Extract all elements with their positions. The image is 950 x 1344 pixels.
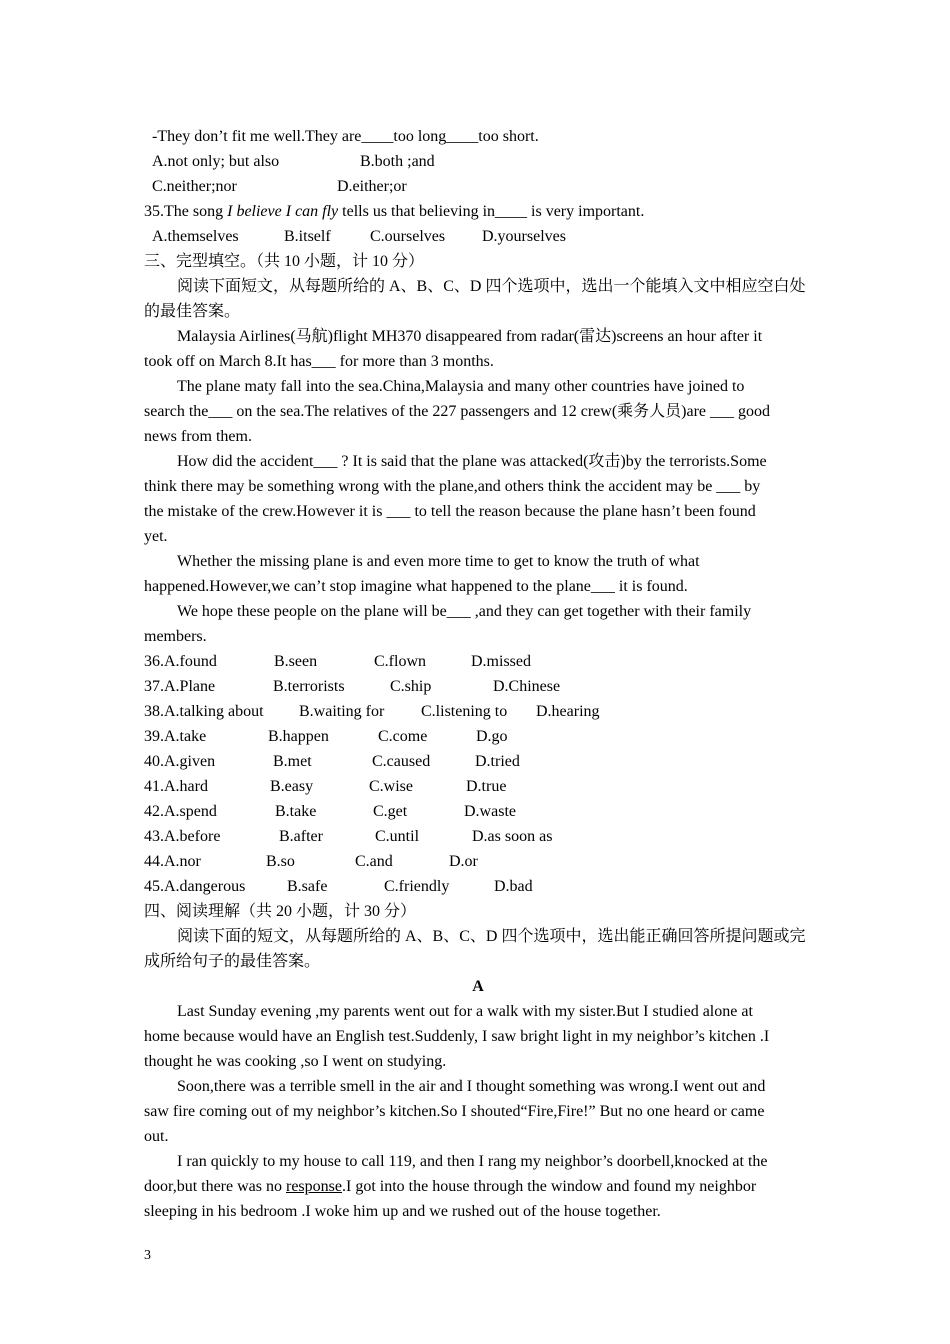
question-option: D.Chinese [493, 678, 561, 695]
option: C.ourselves [370, 228, 446, 245]
section-heading: 三、完型填空。（共 10 小题，计 10 分） [144, 253, 425, 270]
question-text: tells us that believing in____ is very important. [338, 203, 645, 220]
question-option: D.true [466, 778, 507, 795]
question-option: C.ship [390, 678, 432, 695]
passage-line: the mistake of the crew.However it is ___ to tell the reason because the plane hasn’t been found [144, 503, 756, 520]
passage-line: news from them. [144, 428, 252, 445]
passage-line: saw fire coming out of my neighbor’s kitchen.So I shouted“Fire,Fire!” But no one heard or came [144, 1103, 765, 1120]
question-option: B.seen [274, 653, 318, 670]
question-row [144, 799, 812, 824]
option: D.yourselves [482, 228, 566, 245]
option: B.both ;and [360, 153, 435, 170]
question-row [144, 724, 812, 749]
passage-line: thought he was cooking ,so I went on studying. [144, 1053, 447, 1070]
question-option: C.until [375, 828, 420, 845]
passage-line: Last Sunday evening ,my parents went out for a walk with my sister.But I studied alone at [177, 1003, 753, 1020]
question-option: C.caused [372, 753, 431, 770]
question-row [144, 774, 812, 799]
dialogue-line: -They don’t fit me well.They are____too long____too short. [152, 128, 539, 145]
question-option: C.flown [374, 653, 426, 670]
question-row [144, 649, 812, 674]
question-option-a: 43.A.before [144, 828, 221, 845]
question-option: B.easy [270, 778, 314, 795]
song-title: I believe I can fly [227, 203, 339, 220]
question-row [144, 849, 812, 874]
question-option-a: 36.A.found [144, 653, 217, 670]
passage-line: home because would have an English test.Suddenly, I saw bright light in my neighbor’s kitchen .I [144, 1028, 770, 1045]
passage-line [144, 1174, 812, 1199]
question-option-a: 41.A.hard [144, 778, 208, 795]
question-option: B.met [273, 753, 312, 770]
passage-line: out. [144, 1128, 169, 1145]
passage-line: search the___ on the sea.The relatives of the 227 passengers and 12 crew(乘务人员)are ___ good [144, 403, 771, 420]
option: A.themselves [152, 228, 239, 245]
question-option: C.get [373, 803, 408, 820]
underlined-word: response [286, 1178, 342, 1195]
question-row [144, 874, 812, 899]
passage-line: Malaysia Airlines(马航)flight MH370 disappeared from radar(雷达)screens an hour after it [177, 328, 763, 345]
section-heading: 四、阅读理解（共 20 小题，计 30 分） [144, 903, 417, 920]
question-option: C.wise [369, 778, 413, 795]
option: B.itself [284, 228, 331, 245]
question-option: D.missed [471, 653, 531, 670]
question-option: D.as soon as [472, 828, 553, 845]
question-option: B.after [279, 828, 323, 845]
option: A.not only; but also [152, 153, 280, 170]
passage-line: think there may be something wrong with the plane,and others think the accident may be ___ by [144, 478, 761, 495]
question-option: B.so [266, 853, 295, 870]
instruction-line: 的最佳答案。 [144, 303, 241, 320]
options-row [144, 174, 812, 199]
question-option-a: 39.A.take [144, 728, 207, 745]
text: .I got into the house through the window and found my neighbor [341, 1178, 757, 1195]
question-option: B.happen [268, 728, 329, 745]
question-option: D.hearing [536, 703, 600, 720]
passage-line: took off on March 8.It has___ for more than 3 months. [144, 353, 494, 370]
question-option: C.friendly [384, 878, 450, 895]
question-option-a: 42.A.spend [144, 803, 217, 820]
passage-line: How did the accident___ ? It is said that the plane was attacked(攻击)by the terrorists.Some [177, 453, 767, 470]
text: door,but there was no [144, 1178, 286, 1195]
passage-line: I ran quickly to my house to call 119, and then I rang my neighbor’s doorbell,knocked at the [177, 1153, 768, 1170]
passage-title: A [472, 978, 484, 995]
cloze-questions [144, 649, 812, 899]
question-option: D.bad [494, 878, 533, 895]
question-option: D.waste [464, 803, 516, 820]
question-option: D.go [476, 728, 508, 745]
passage-line: yet. [144, 528, 168, 545]
option: C.neither;nor [152, 178, 237, 195]
question-row [144, 749, 812, 774]
options-row [144, 149, 812, 174]
question-row [144, 699, 812, 724]
passage-line: members. [144, 628, 207, 645]
question-option-a: 38.A.talking about [144, 703, 264, 720]
question-option: C.come [378, 728, 428, 745]
question-option: B.take [275, 803, 317, 820]
passage-line: Soon,there was a terrible smell in the air and I thought something was wrong.I went out and [177, 1078, 766, 1095]
passage-line: happened.However,we can’t stop imagine what happened to the plane___ it is found. [144, 578, 688, 595]
page-number: 3 [144, 1248, 151, 1263]
question-option: C.listening to [421, 703, 508, 720]
question-row [144, 824, 812, 849]
options-row [144, 224, 812, 249]
question-option-a: 44.A.nor [144, 853, 201, 870]
passage-line: sleeping in his bedroom .I woke him up and we rushed out of the house together. [144, 1203, 661, 1220]
instruction-line: 成所给句子的最佳答案。 [144, 953, 321, 970]
question-option: D.or [449, 853, 478, 870]
instruction-line: 阅读下面短文，从每题所给的 A、B、C、D 四个选项中，选出一个能填入文中相应空白处 [177, 278, 806, 295]
question-row [144, 674, 812, 699]
passage-line: The plane maty fall into the sea.China,Malaysia and many other countries have joined to [177, 378, 745, 395]
question-option: B.waiting for [299, 703, 385, 720]
question-option: C.and [355, 853, 393, 870]
question-option-a: 40.A.given [144, 753, 216, 770]
option: D.either;or [337, 178, 407, 195]
question-option-a: 45.A.dangerous [144, 878, 246, 895]
document-page [144, 124, 812, 1224]
question-option-a: 37.A.Plane [144, 678, 216, 695]
question-option: B.safe [287, 878, 328, 895]
instruction-line: 阅读下面的短文，从每题所给的 A、B、C、D 四个选项中，选出能正确回答所提问题或完 [177, 928, 806, 945]
question-text: 35.The song [144, 203, 228, 220]
question-option: D.tried [475, 753, 520, 770]
passage-line: Whether the missing plane is and even more time to get to know the truth of what [177, 553, 700, 570]
passage-line: We hope these people on the plane will be___ ,and they can get together with their family [177, 603, 752, 620]
question-35 [144, 199, 812, 224]
question-option: B.terrorists [273, 678, 345, 695]
